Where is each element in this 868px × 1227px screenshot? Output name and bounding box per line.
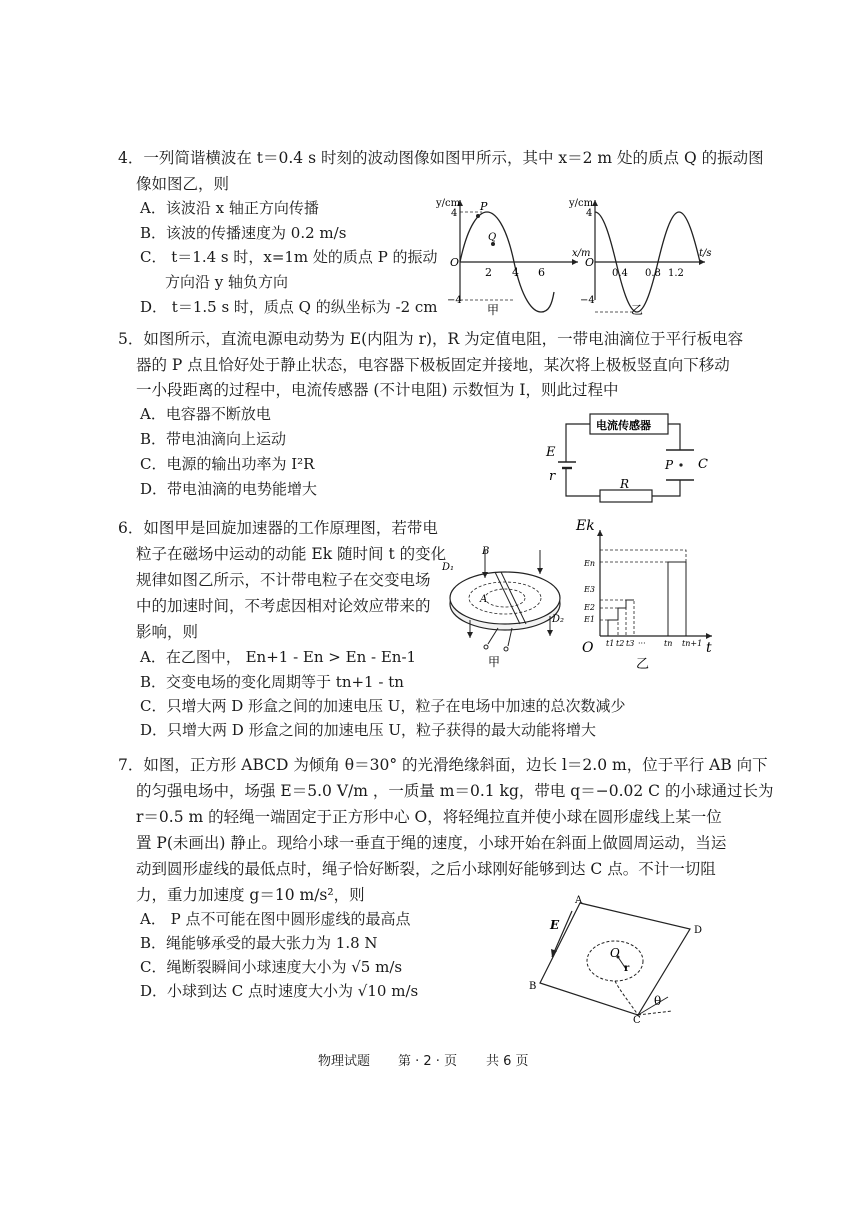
q7-option-d: D．小球到达 C 点时速度大小为 √10 m/s bbox=[140, 982, 419, 1000]
q5-sensor-label: 电流传感器 bbox=[596, 419, 651, 432]
q4-figa-tick4: 4 bbox=[512, 266, 519, 279]
q4-option-d: D． t＝1.5 s 时，质点 Q 的纵坐标为 -2 cm bbox=[140, 298, 438, 316]
q5-stem-line1: 5．如图所示，直流电源电动势为 E(内阻为 r)，R 为定值电阻，一带电油滴位于平行板电容 bbox=[118, 330, 744, 348]
q4-figb-ylabel: y/cm bbox=[569, 198, 594, 209]
q4-figa-p-label: P bbox=[480, 200, 488, 213]
q6-ek-t-figure bbox=[572, 516, 722, 676]
q7-stem-line2: 的匀强电场中，场强 E＝5.0 V/m ，一质量 m＝0.1 kg，带电 q＝−0.02 C 的小球通过长为 bbox=[136, 782, 774, 800]
q4-figb-caption: 乙 bbox=[631, 303, 644, 317]
q4-figa-xlabel: x/m bbox=[572, 248, 590, 259]
q4-figa-y4: 4 bbox=[451, 208, 458, 219]
q6-figb-origin: O bbox=[582, 640, 594, 656]
q5-c-label: C bbox=[698, 457, 708, 472]
q7-label-c: C bbox=[633, 1015, 641, 1023]
q7-label-d: D bbox=[694, 925, 703, 936]
q6-figb-e1: E1 bbox=[584, 615, 595, 624]
q6-stem-line2: 粒子在磁场中运动的动能 Ek 随时间 t 的变化 bbox=[136, 545, 447, 563]
q6-figb-t3: t3 bbox=[626, 639, 635, 648]
q6-figb-t1: t1 bbox=[606, 639, 615, 648]
q4-option-b: B．该波的传播速度为 0.2 m/s bbox=[140, 224, 347, 242]
q6-option-c: C．只增大两 D 形盒之间的加速电压 U，粒子在电场中加速的总次数减少 bbox=[140, 697, 626, 715]
q7-stem-line3: r＝0.5 m 的轻绳一端固定于正方形中心 O，将轻绳拉直并使小球在圆形虚线上某一位 bbox=[136, 808, 722, 826]
q7-stem-line6: 力，重力加速度 g＝10 m/s²，则 bbox=[136, 886, 365, 904]
q6-stem-line3: 规律如图乙所示，不计带电粒子在交变电场 bbox=[136, 571, 431, 589]
q6-cyclotron-figure bbox=[440, 540, 575, 670]
q4-vibration-figure bbox=[565, 192, 725, 317]
q6-figb-e3: E3 bbox=[584, 585, 595, 594]
q7-label-r: r bbox=[624, 963, 630, 974]
q4-figa-tick6: 6 bbox=[538, 266, 545, 279]
q7-stem-line4: 置 P(未画出) 静止。现给小球一垂直于绳的速度，小球开始在斜面上做圆周运动，当运 bbox=[136, 834, 727, 852]
q6-figb-tn: tn bbox=[664, 639, 673, 648]
q5-resistor bbox=[600, 490, 652, 502]
q5-option-b: B．带电油滴向上运动 bbox=[140, 430, 287, 448]
q7-label-e: E bbox=[550, 918, 560, 932]
footer-subject: 物理试题 bbox=[318, 1054, 371, 1069]
q4-figb-y4: 4 bbox=[586, 208, 593, 219]
q6-figa-a-label: A bbox=[480, 594, 488, 605]
q4-point-p bbox=[476, 214, 480, 218]
footer-total-pages: 共 6 页 bbox=[486, 1054, 529, 1069]
q7-option-c: C．绳断裂瞬间小球速度大小为 √5 m/s bbox=[140, 958, 403, 976]
q5-option-d: D．带电油滴的电势能增大 bbox=[140, 480, 318, 498]
q4-figb-tick12: 1.2 bbox=[668, 268, 684, 279]
q4-figa-origin: O bbox=[450, 256, 460, 269]
q6-option-b: B．交变电场的变化周期等于 tn+1 - tn bbox=[140, 673, 404, 691]
q6-stem-line1: 6．如图甲是回旋加速器的工作原理图，若带电 bbox=[118, 519, 438, 537]
q4-option-c-cont: 方向沿 y 轴负方向 bbox=[165, 273, 289, 291]
q5-option-a: A．电容器不断放电 bbox=[140, 405, 271, 423]
q6-figb-xlabel: t bbox=[706, 640, 712, 656]
q4-figa-yneg4: −4 bbox=[447, 295, 462, 306]
q6-figb-dots: ··· bbox=[638, 639, 646, 648]
q7-label-b: B bbox=[529, 981, 537, 992]
q5-p-label: P bbox=[665, 458, 674, 472]
q6-figb-ylabel: Ek bbox=[576, 518, 595, 534]
q5-stem-line3: 一小段距离的过程中，电流传感器 (不计电阻) 示数恒为 I，则此过程中 bbox=[136, 381, 619, 399]
q5-stem-line2: 器的 P 点且恰好处于静止状态，电容器下极板固定并接地，某次将上极板竖直向下移动 bbox=[136, 356, 730, 374]
q6-figb-e2: E2 bbox=[584, 603, 595, 612]
q6-figb-caption: 乙 bbox=[636, 657, 650, 672]
q7-stem-line5: 动到圆形虚线的最低点时，绳子恰好断裂，之后小球刚好能够到达 C 点。不计一切阻 bbox=[136, 860, 716, 878]
q7-option-a: A． P 点不可能在图中圆形虚线的最高点 bbox=[140, 910, 411, 928]
q4-stem-line1: 4．一列简谐横波在 t＝0.4 s 时刻的波动图像如图甲所示，其中 x＝2 m 处的质点 Q 的振动图 bbox=[118, 149, 764, 167]
q6-option-d: D．只增大两 D 形盒之间的加速电压 U，粒子获得的最大动能将增大 bbox=[140, 721, 597, 739]
q6-figa-b-label: B bbox=[482, 546, 490, 557]
q4-figb-origin: O bbox=[585, 256, 595, 269]
q4-stem-line2: 像如图乙，则 bbox=[136, 175, 230, 193]
q7-label-o: O bbox=[610, 946, 620, 960]
q7-option-b: B．绳能够承受的最大张力为 1.8 N bbox=[140, 934, 378, 952]
q5-r-label: r bbox=[549, 469, 556, 484]
q4-figa-tick2: 2 bbox=[485, 266, 492, 279]
q7-slope-figure bbox=[520, 893, 735, 1023]
q6-figa-caption: 甲 bbox=[488, 655, 501, 669]
q4-option-a: A．该波沿 x 轴正方向传播 bbox=[140, 199, 319, 217]
q4-figb-xlabel: t/s bbox=[699, 248, 712, 259]
q4-figa-ylabel: y/cm bbox=[436, 198, 461, 209]
q6-figb-tn1: tn+1 bbox=[682, 639, 703, 648]
q4-figb-tick08: 0.8 bbox=[645, 268, 661, 279]
q4-option-c: C． t＝1.4 s 时，x=1m 处的质点 P 的振动 bbox=[140, 248, 438, 266]
q5-oil-drop bbox=[679, 463, 682, 466]
q4-figb-tick04: 0.4 bbox=[612, 268, 628, 279]
q6-figb-en: En bbox=[584, 559, 595, 568]
q6-stem-line4: 中的加速时间，不考虑因相对论效应带来的 bbox=[136, 597, 431, 615]
q7-label-a: A bbox=[575, 895, 583, 906]
q7-label-theta: θ bbox=[654, 994, 662, 1008]
q6-figa-d1-label: D₁ bbox=[442, 562, 455, 573]
q4-figa-caption: 甲 bbox=[487, 303, 500, 317]
q5-option-c: C．电源的输出功率为 I²R bbox=[140, 455, 315, 473]
q4-figb-yneg4: −4 bbox=[580, 295, 595, 306]
q7-stem-line1: 7．如图，正方形 ABCD 为倾角 θ＝30° 的光滑绝缘斜面，边长 l＝2.0 m，位于平行 AB 向下 bbox=[118, 756, 768, 774]
q6-figb-t2: t2 bbox=[616, 639, 625, 648]
q6-figa-d2-label: D₂ bbox=[552, 614, 565, 625]
q6-stem-line5: 影响，则 bbox=[136, 623, 199, 641]
q5-resistor-label: R bbox=[620, 477, 630, 491]
footer-page-number: 第 · 2 · 页 bbox=[398, 1054, 458, 1069]
q5-circuit-figure bbox=[540, 408, 720, 508]
q4-figa-q-label: Q bbox=[488, 232, 497, 243]
q6-option-a: A．在乙图中， En+1 - En > En - En-1 bbox=[140, 648, 417, 666]
q5-e-label: E bbox=[546, 445, 556, 460]
